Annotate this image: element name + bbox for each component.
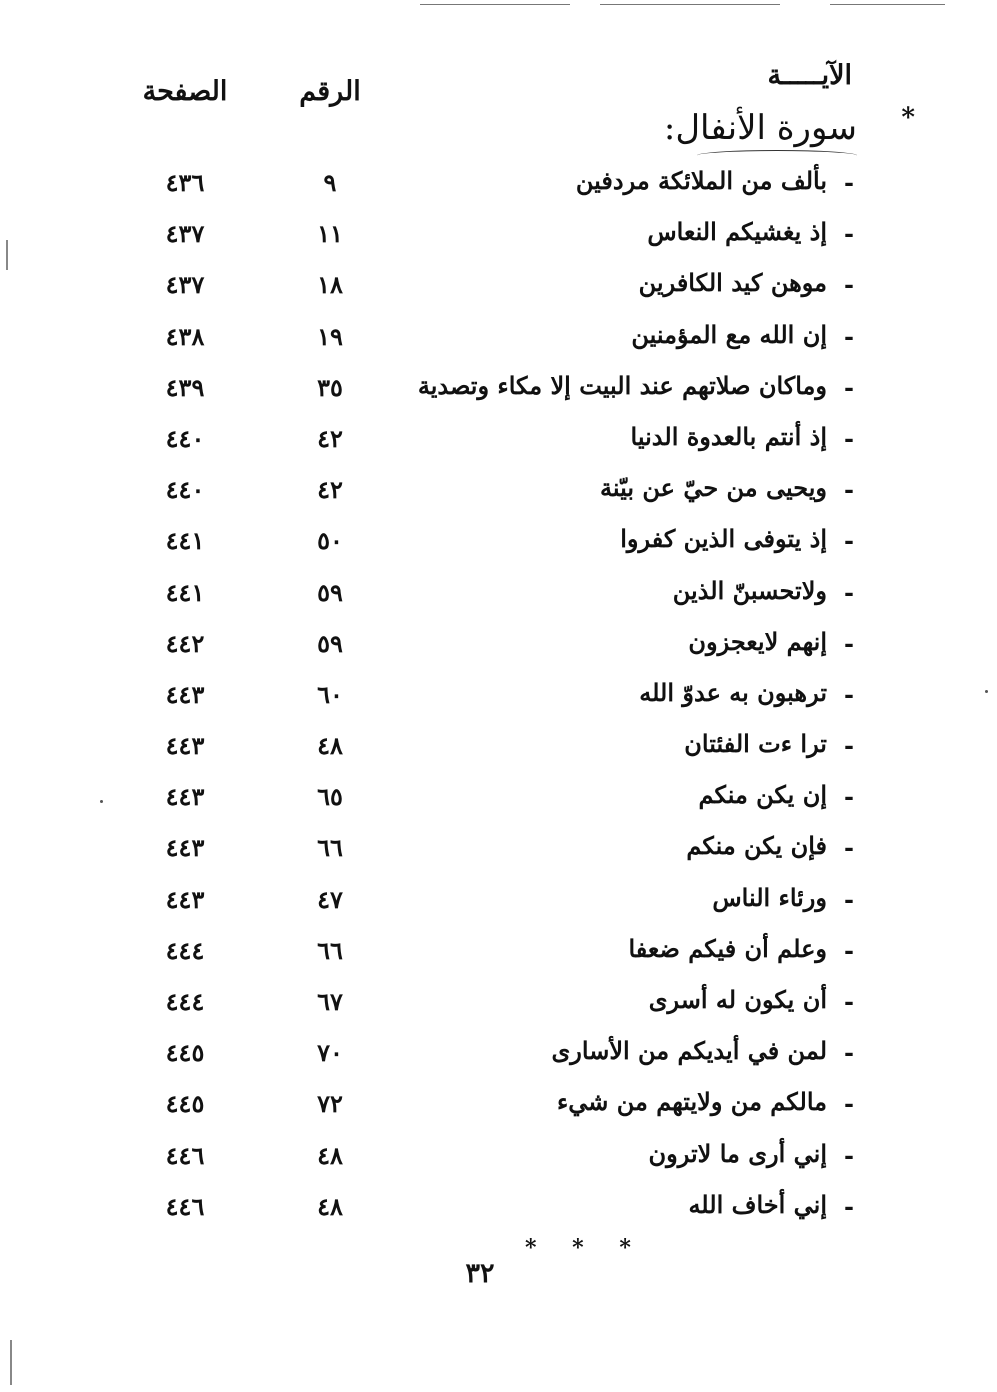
row-dash: - (844, 168, 854, 197)
row-dash: - (844, 219, 854, 249)
row-page-number: ٤٣٧ (165, 270, 205, 300)
header-number: الرقم (299, 76, 361, 107)
row-page-number: ٤٤١ (165, 577, 205, 607)
row-ayah-number: ٤٢ (317, 423, 343, 453)
section-marker: * (901, 103, 915, 133)
row-ayah-number: ٦٧ (317, 987, 343, 1016)
table-row (0, 672, 997, 723)
row-ayah-text: وعلم أن فيكم ضعفا (628, 933, 827, 963)
row-ayah-number: ٥٩ (317, 628, 343, 658)
row-page-number: ٤٤٥ (165, 1038, 205, 1068)
row-dash: - (844, 628, 854, 658)
row-dash: - (844, 987, 854, 1016)
row-dash: - (844, 423, 854, 453)
row-ayah-text: ترهبون به عدوّ الله (639, 677, 827, 707)
row-ayah-text: إذ يتوفى الذين كفروا (620, 524, 827, 554)
table-row (0, 365, 997, 416)
row-dash: - (844, 1140, 854, 1170)
table-row (0, 314, 997, 365)
row-dash: - (844, 884, 854, 914)
row-page-number: ٤٤٢ (165, 628, 205, 658)
table-row (0, 570, 997, 621)
row-ayah-number: ٦٦ (317, 833, 343, 863)
row-page-number: ٤٤١ (165, 526, 205, 556)
row-page-number: ٤٤٣ (165, 884, 205, 914)
row-page-number: ٤٤٥ (165, 1089, 205, 1119)
row-ayah-number: ٤٨ (317, 1140, 343, 1170)
row-ayah-number: ٧٢ (317, 1089, 343, 1119)
row-ayah-number: ٦٠ (317, 679, 343, 709)
row-ayah-text: أن يكون له أسرى (648, 985, 827, 1014)
row-page-number: ٤٤٣ (165, 782, 205, 812)
row-page-number: ٤٤٠ (165, 423, 205, 453)
page-number: ٣٢ (465, 1258, 495, 1289)
row-page-number: ٤٣٨ (165, 321, 205, 351)
row-page-number: ٤٤٦ (165, 1191, 205, 1221)
table-row (0, 1030, 997, 1081)
row-ayah-number: ٥٩ (317, 577, 343, 607)
top-rule-right (830, 4, 945, 5)
row-ayah-text: إن الله مع المؤمنين (631, 319, 827, 349)
row-page-number: ٤٤٣ (165, 731, 205, 761)
row-page-number: ٤٣٧ (165, 219, 205, 249)
row-ayah-number: ٧٠ (317, 1038, 343, 1068)
row-ayah-number: ٥٠ (317, 526, 343, 556)
row-ayah-number: ٣٥ (317, 372, 343, 402)
row-dash: - (844, 321, 854, 351)
table-row (0, 1184, 997, 1235)
row-ayah-number: ١٨ (317, 270, 343, 300)
row-ayah-text: لمن في أيديكم من الأسارى (551, 1036, 827, 1066)
table-row (0, 1133, 997, 1184)
table-header (0, 60, 997, 110)
surah-title: سورة الأنفال: (663, 108, 857, 148)
table-row (0, 979, 997, 1030)
row-ayah-text: موهن كيد الكافرين (638, 268, 827, 298)
row-ayah-text: ويحيى من حيّ عن بيّنة (599, 473, 827, 503)
row-ayah-text: إن يكن منكم (698, 780, 827, 810)
row-ayah-text: وماكان صلاتهم عند البيت إلا مكاء وتصدية (417, 370, 827, 400)
row-dash: - (844, 782, 854, 812)
row-ayah-number: ٤٨ (317, 1191, 343, 1221)
row-dash: - (844, 1089, 854, 1119)
row-ayah-number: ٦٦ (317, 935, 343, 965)
row-page-number: ٤٤٤ (165, 987, 205, 1016)
top-rule-middle (600, 4, 780, 5)
row-ayah-text: إذ يغشيكم النعاس (647, 217, 827, 247)
row-dash: - (844, 935, 854, 965)
row-dash: - (844, 731, 854, 761)
table-row (0, 723, 997, 774)
row-ayah-text: ترا ءت الفئتان (684, 729, 827, 759)
row-ayah-text: ولاتحسبنّ الذين (672, 575, 827, 605)
end-stars: * * * (525, 1235, 645, 1261)
table-row (0, 621, 997, 672)
row-dash: - (844, 679, 854, 709)
table-row (0, 211, 997, 262)
header-page: الصفحة (142, 76, 228, 107)
table-row (0, 160, 997, 211)
row-ayah-text: إنهم لايعجزون (688, 626, 827, 656)
row-ayah-number: ٩ (323, 168, 337, 197)
row-dash: - (844, 1191, 854, 1221)
table-row (0, 262, 997, 313)
row-ayah-number: ١١ (317, 219, 343, 249)
table-row (0, 928, 997, 979)
row-ayah-number: ٤٢ (317, 475, 343, 505)
row-dash: - (844, 577, 854, 607)
top-rule-left (420, 4, 570, 5)
row-page-number: ٤٣٩ (165, 372, 205, 402)
row-page-number: ٤٣٦ (165, 168, 205, 197)
header-ayah: الآيـــــة (767, 60, 852, 91)
row-ayah-number: ٤٧ (317, 884, 343, 914)
row-dash: - (844, 270, 854, 300)
left-edge-mark (10, 1340, 12, 1385)
row-page-number: ٤٤٦ (165, 1140, 205, 1170)
row-dash: - (844, 475, 854, 505)
row-ayah-text: إذ أنتم بالعدوة الدنيا (630, 421, 827, 451)
table-row (0, 467, 997, 518)
table-row (0, 518, 997, 569)
row-ayah-number: ٤٨ (317, 731, 343, 761)
row-page-number: ٤٤٣ (165, 833, 205, 863)
row-page-number: ٤٤٣ (165, 679, 205, 709)
table-row (0, 1081, 997, 1132)
row-ayah-text: فإن يكن منكم (686, 831, 827, 861)
row-ayah-number: ١٩ (317, 321, 343, 351)
table-row (0, 416, 997, 467)
row-ayah-text: بألف من الملائكة مردفين (575, 166, 827, 195)
table-row (0, 774, 997, 825)
row-dash: - (844, 1038, 854, 1068)
row-ayah-number: ٦٥ (317, 782, 343, 812)
row-dash: - (844, 526, 854, 556)
table-row (0, 877, 997, 928)
row-dash: - (844, 372, 854, 402)
row-ayah-text: إني أرى ما لاترون (648, 1138, 827, 1168)
row-ayah-text: مالكم من ولايتهم من شيء (556, 1087, 827, 1117)
row-page-number: ٤٤٠ (165, 475, 205, 505)
row-page-number: ٤٤٤ (165, 935, 205, 965)
table-row (0, 825, 997, 876)
index-table (0, 160, 997, 1235)
row-dash: - (844, 833, 854, 863)
row-ayah-text: إني أخاف الله (688, 1189, 827, 1219)
row-ayah-text: ورئاء الناس (712, 882, 827, 912)
